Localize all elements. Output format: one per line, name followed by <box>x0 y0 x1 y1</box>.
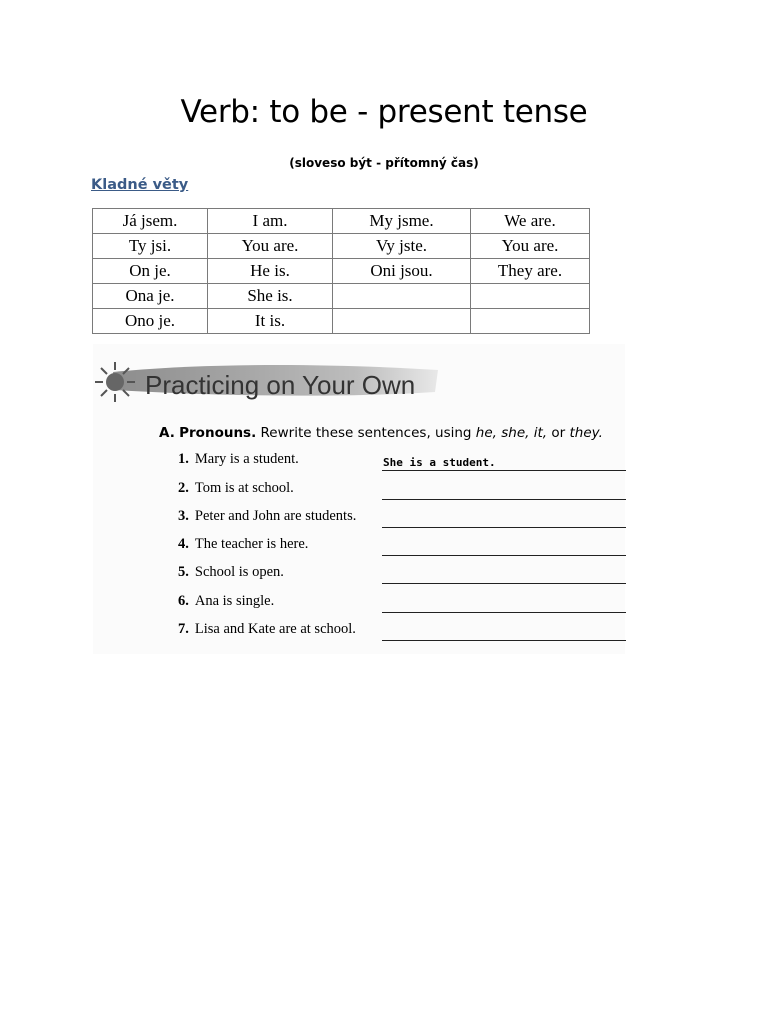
table-cell: Ono je. <box>93 309 208 334</box>
item-text: Lisa and Kate are at school. <box>194 621 356 637</box>
item-number: 1. <box>178 451 189 467</box>
table-cell: She is. <box>208 284 333 309</box>
page-subtitle: (sloveso být - přítomný čas) <box>289 156 479 170</box>
exercise-heading <box>159 425 603 441</box>
table-cell: Ty jsi. <box>93 234 208 259</box>
table-cell: Já jsem. <box>93 209 208 234</box>
list-item <box>178 593 628 613</box>
table-cell: Ona je. <box>93 284 208 309</box>
answer-line[interactable] <box>382 509 626 528</box>
exercise-instruction: Rewrite these sentences, using <box>260 425 472 441</box>
list-item <box>178 508 628 528</box>
item-text: Tom is at school. <box>194 480 294 496</box>
table-cell: Vy jste. <box>333 234 471 259</box>
table-row <box>93 234 590 259</box>
item-number: 3. <box>178 508 189 524</box>
item-number: 5. <box>178 564 189 580</box>
item-number: 2. <box>178 480 189 496</box>
table-row <box>93 259 590 284</box>
list-item <box>178 536 628 556</box>
answer-line[interactable] <box>382 537 626 556</box>
list-item <box>178 564 628 584</box>
answer-line[interactable] <box>382 594 626 613</box>
exercise-topic: Pronouns. <box>179 425 257 441</box>
pronoun-she: she, <box>501 425 530 441</box>
answer-text: She is a student. <box>383 456 496 469</box>
exercise-banner <box>93 344 613 414</box>
worksheet-scan <box>93 344 625 654</box>
list-item <box>178 621 628 641</box>
table-cell: He is. <box>208 259 333 284</box>
table-cell: My jsme. <box>333 209 471 234</box>
table-row <box>93 209 590 234</box>
table-row <box>93 284 590 309</box>
page-title: Verb: to be - present tense <box>180 94 588 130</box>
verb-table <box>92 208 590 334</box>
item-text: Mary is a student. <box>194 451 299 467</box>
table-cell: They are. <box>471 259 590 284</box>
pronoun-it: it, <box>533 425 548 441</box>
item-text: Ana is single. <box>194 593 275 609</box>
table-cell: You are. <box>471 234 590 259</box>
banner-title: Practicing on Your Own <box>145 370 416 400</box>
pronoun-they: they. <box>569 425 603 441</box>
item-number: 6. <box>178 593 189 609</box>
item-number: 4. <box>178 536 189 552</box>
item-text: Peter and John are students. <box>194 508 357 524</box>
table-cell <box>333 284 471 309</box>
item-text: The teacher is here. <box>194 536 309 552</box>
table-cell: You are. <box>208 234 333 259</box>
item-text: School is open. <box>194 564 284 580</box>
sun-icon <box>95 362 135 402</box>
table-cell: We are. <box>471 209 590 234</box>
exercise-letter: A. <box>159 425 175 441</box>
item-number: 7. <box>178 621 189 637</box>
pronoun-or: or <box>551 425 566 441</box>
answer-line[interactable] <box>382 622 626 641</box>
list-item <box>178 451 628 471</box>
table-cell: On je. <box>93 259 208 284</box>
table-cell <box>471 284 590 309</box>
table-cell: Oni jsou. <box>333 259 471 284</box>
table-cell: I am. <box>208 209 333 234</box>
table-cell <box>471 309 590 334</box>
table-cell: It is. <box>208 309 333 334</box>
pronoun-he: he, <box>475 425 497 441</box>
list-item <box>178 480 628 500</box>
table-row <box>93 309 590 334</box>
answer-line[interactable] <box>382 481 626 500</box>
answer-line[interactable] <box>382 565 626 584</box>
section-heading: Kladné věty <box>91 177 189 193</box>
table-cell <box>333 309 471 334</box>
